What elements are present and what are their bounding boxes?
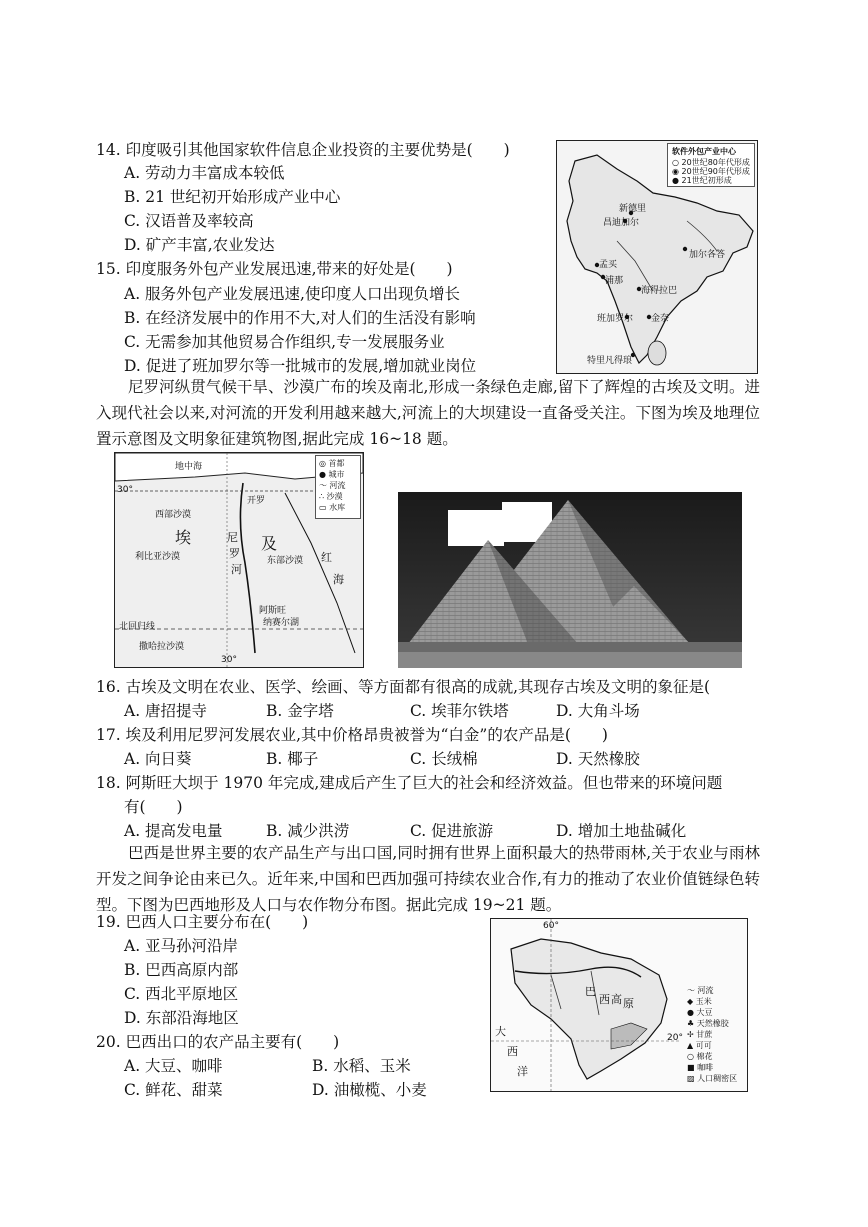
legend-item-1980s: ○ 20世纪80年代形成 <box>672 158 750 167</box>
q19-option-c[interactable]: C. 西北平原地区 <box>124 985 239 1003</box>
lat-label-30: 30° <box>117 485 133 495</box>
label-egypt-2: 及 <box>261 534 278 553</box>
label-sea: 海 <box>333 573 344 586</box>
q14-stem: 14. 印度吸引其他国家软件信息企业投资的主要优势是( ) <box>96 141 510 159</box>
q19-option-a[interactable]: A. 亚马孙河沿岸 <box>124 937 239 955</box>
label-cairo: 开罗 <box>247 496 266 506</box>
q15-option-b[interactable]: B. 在经济发展中的作用不大,对人们的生活没有影响 <box>124 309 476 327</box>
legend-soybean: ● 大豆 <box>687 1008 713 1017</box>
q15-stem: 15. 印度服务外包产业发展迅速,带来的好处是( ) <box>96 260 453 278</box>
q17-option-b[interactable]: B. 椰子 <box>266 750 319 768</box>
q20-option-a[interactable]: A. 大豆、咖啡 <box>124 1057 223 1075</box>
q18-option-d[interactable]: D. 增加土地盐碱化 <box>556 822 687 840</box>
legend-item-1990s: ◉ 20世纪90年代形成 <box>672 167 750 176</box>
q18-option-b[interactable]: B. 减少洪涝 <box>266 822 350 840</box>
legend-corn: ◆ 玉米 <box>687 997 712 1006</box>
q20-option-b[interactable]: B. 水稻、玉米 <box>312 1057 411 1075</box>
city-hyderabad: 海得拉巴 <box>641 286 678 296</box>
india-map <box>556 140 758 374</box>
q19-option-d[interactable]: D. 东部沿海地区 <box>124 1009 239 1027</box>
legend-river: ～ 河流 <box>319 481 346 490</box>
label-libyan-desert: 利比亚沙漠 <box>135 552 181 562</box>
q19-stem: 19. 巴西人口主要分布在( ) <box>96 913 309 931</box>
q18-option-c[interactable]: C. 促进旅游 <box>410 822 494 840</box>
india-map-legend <box>667 143 755 187</box>
q20-stem: 20. 巴西出口的农产品主要有( ) <box>96 1033 340 1051</box>
label-plateau-2: 原 <box>623 997 634 1010</box>
legend-desert: ∴ 沙漠 <box>319 492 343 501</box>
city-kolkata: 加尔各答 <box>689 250 726 260</box>
label-sahara: 撒哈拉沙漠 <box>139 642 185 652</box>
label-atlantic-1: 大 <box>495 1025 506 1038</box>
brazil-intro: 巴西是世界主要的农产品生产与出口国,同时拥有世界上面积最大的热带雨林,关于农业与雨林开发之间争论由来已久。近年来,中国和巴西加强可持续农业合作,有力的推动了农业价值链绿色转型。下图为巴西地形及人口与农作物分布图。据此完成 19~21 题。 <box>96 844 760 914</box>
q16-stem: 16. 古埃及文明在农业、医学、绘画、等方面都有很高的成就,其现存古埃及文明的象征是( <box>96 678 711 696</box>
q14-option-a[interactable]: A. 劳动力丰富成本较低 <box>124 164 285 182</box>
city-chennai: 金奈 <box>651 314 670 324</box>
label-brazil-2: 西 <box>599 993 610 1006</box>
city-chandigarh: 昌迪加尔 <box>603 218 640 228</box>
legend-reservoir: ▭ 水库 <box>319 503 346 512</box>
egypt-map <box>114 452 364 668</box>
pyramid-illustration <box>398 492 742 668</box>
legend-city: ● 城市 <box>319 470 345 479</box>
brazil-map-legend <box>685 985 745 1089</box>
q14-option-b[interactable]: B. 21 世纪初开始形成产业中心 <box>124 188 341 206</box>
q15-option-d[interactable]: D. 促进了班加罗尔等一批城市的发展,增加就业岗位 <box>124 357 477 375</box>
q18-option-a[interactable]: A. 提高发电量 <box>124 822 223 840</box>
label-eastern-desert: 东部沙漠 <box>267 556 304 566</box>
legend-title: 软件外包产业中心 <box>672 147 736 156</box>
q20-option-d[interactable]: D. 油橄榄、小麦 <box>312 1081 427 1099</box>
q14-option-d[interactable]: D. 矿产丰富,农业发达 <box>124 236 275 254</box>
label-aswan: 阿斯旺 <box>259 606 287 616</box>
q20-option-c[interactable]: C. 鲜花、甜菜 <box>124 1081 223 1099</box>
q15-option-c[interactable]: C. 无需参加其他贸易合作组织,专一发展服务业 <box>124 333 445 351</box>
legend-river-br: ～ 河流 <box>687 986 714 995</box>
label-nile-1: 尼 <box>227 531 238 544</box>
label-mediterranean: 地中海 <box>175 462 203 472</box>
q18-stem: 18. 阿斯旺大坝于 1970 年完成,建成后产生了巨大的社会和经济效益。但也带来的环境问题 <box>96 774 723 792</box>
legend-coffee: ■ 咖啡 <box>687 1063 714 1072</box>
city-new-delhi: 新德里 <box>619 204 647 214</box>
legend-capital: ◎ 首都 <box>319 459 345 468</box>
egypt-intro: 尼罗河纵贯气候干旱、沙漠广布的埃及南北,形成一条绿色走廊,留下了辉煌的古埃及文明。进入现代社会以来,对河流的开发利用越来越大,河流上的大坝建设一直备受关注。下图为埃及地理位置示意图及文明象征建筑物图,据此完成 16~18 题。 <box>96 378 760 448</box>
lon-label-30: 30° <box>221 655 237 665</box>
label-atlantic-2: 西 <box>507 1045 518 1058</box>
q17-option-c[interactable]: C. 长绒棉 <box>410 750 478 768</box>
city-bangalore: 班加罗尔 <box>597 314 634 324</box>
pyramid-photo <box>398 492 742 668</box>
q16-option-d[interactable]: D. 大角斗场 <box>556 702 640 720</box>
lat-label-20: 20° <box>667 1033 683 1043</box>
q18-stem-continued: 有( ) <box>124 798 183 816</box>
label-brazil-1: 巴 <box>585 985 596 998</box>
lon-label-60: 60° <box>543 921 559 931</box>
q17-stem: 17. 埃及利用尼罗河发展农业,其中价格昂贵被誉为“白金”的农产品是( ) <box>96 726 608 744</box>
egypt-map-legend <box>315 455 361 519</box>
legend-sugarcane: ✢ 甘蔗 <box>687 1030 713 1039</box>
legend-cotton: ○ 棉花 <box>687 1052 713 1061</box>
brazil-map <box>490 918 748 1092</box>
label-nile-3: 河 <box>231 563 242 576</box>
label-lake-nasser: 纳赛尔湖 <box>263 618 300 628</box>
label-tropic-of-cancer: 北回归线 <box>119 622 156 632</box>
city-thiruvananthapuram: 特里凡得琅 <box>587 356 633 366</box>
q16-option-c[interactable]: C. 埃菲尔铁塔 <box>410 702 509 720</box>
q15-option-a[interactable]: A. 服务外包产业发展迅速,使印度人口出现负增长 <box>124 285 460 303</box>
q14-option-c[interactable]: C. 汉语普及率较高 <box>124 212 254 230</box>
q16-option-a[interactable]: A. 唐招提寺 <box>124 702 208 720</box>
q17-option-a[interactable]: A. 向日葵 <box>124 750 192 768</box>
q16-option-b[interactable]: B. 金字塔 <box>266 702 334 720</box>
label-plateau-1: 高 <box>611 993 622 1006</box>
legend-dense-population: ▨ 人口稠密区 <box>687 1074 738 1083</box>
legend-item-2000s: ● 21世纪初形成 <box>672 176 732 185</box>
label-atlantic-3: 洋 <box>517 1065 528 1078</box>
label-nile-2: 罗 <box>229 547 240 560</box>
city-mumbai: 孟买 <box>599 260 618 270</box>
q19-option-b[interactable]: B. 巴西高原内部 <box>124 961 239 979</box>
label-western-desert: 西部沙漠 <box>155 510 192 520</box>
label-egypt-1: 埃 <box>175 528 192 547</box>
legend-rubber: ♣ 天然橡胶 <box>687 1019 729 1028</box>
q17-option-d[interactable]: D. 天然橡胶 <box>556 750 640 768</box>
label-red: 红 <box>321 551 332 564</box>
legend-cocoa: ▲ 可可 <box>687 1041 712 1050</box>
city-pune: 浦那 <box>605 276 624 286</box>
